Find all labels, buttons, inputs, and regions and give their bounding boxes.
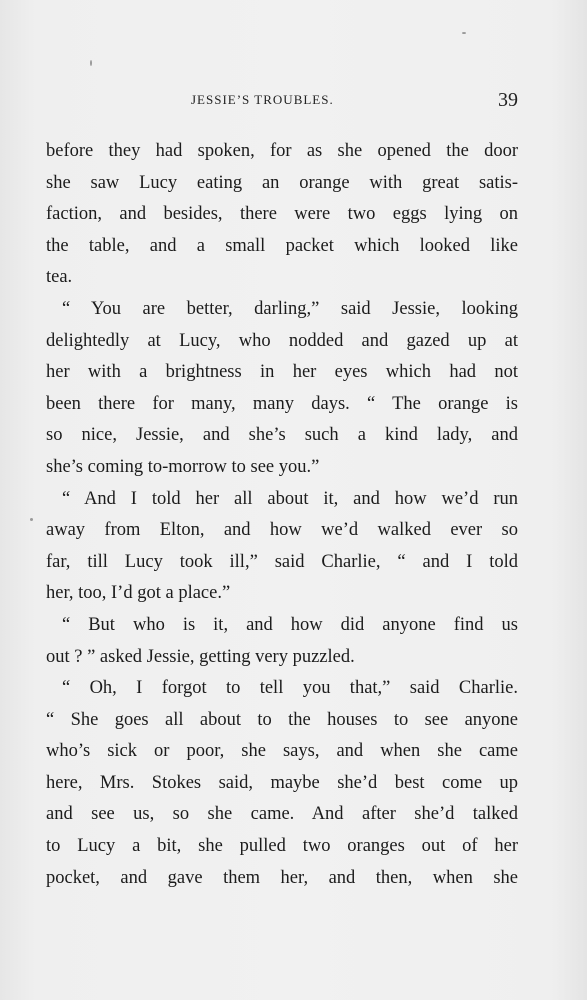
text-line: so nice, Jessie, and she’s such a kind lady, and [46, 425, 518, 446]
text-line: her, too, I’d got a place.” [46, 583, 231, 604]
text-line: far, till Lucy took ill,” said Charlie, “ and I told [46, 551, 518, 572]
text-line: who’s sick or poor, she says, and when she came [46, 741, 518, 762]
text-line: “ She goes all about to the houses to see anyone [46, 709, 518, 730]
text-line: pocket, and gave them her, and then, when she [46, 867, 518, 888]
body-text [46, 136, 518, 894]
text-line: her with a brightness in her eyes which had not [46, 362, 518, 383]
text-line: “ But who is it, and how did anyone find us [62, 614, 518, 635]
paper-speck [30, 518, 33, 521]
text-line: here, Mrs. Stokes said, maybe she’d best come up [46, 772, 518, 793]
text-line: “ Oh, I forgot to tell you that,” said Charlie. [62, 678, 518, 699]
text-line: she saw Lucy eating an orange with great satis- [46, 172, 518, 193]
running-head: JESSIE’S TROUBLES. [191, 92, 334, 107]
text-line: before they had spoken, for as she opened the door [46, 141, 518, 161]
text-line: she’s coming to-morrow to see you.” [46, 456, 320, 477]
paper-speck [90, 60, 92, 66]
text-line: out ? ” asked Jessie, getting very puzzled. [46, 646, 355, 667]
page-header [46, 89, 518, 116]
text-line: delightedly at Lucy, who nodded and gazed up at [46, 330, 518, 351]
text-line: to Lucy a bit, she pulled two oranges out of her [46, 836, 518, 857]
text-line: faction, and besides, there were two eggs lying on [46, 204, 518, 225]
page-number: 39 [498, 89, 518, 111]
paper-speck [462, 32, 466, 34]
text-line: tea. [46, 267, 73, 288]
text-line: the table, and a small packet which looked like [46, 235, 518, 256]
text-line: and see us, so she came. And after she’d talked [46, 804, 518, 825]
text-line: “ You are better, darling,” said Jessie, looking [62, 298, 518, 319]
text-line: away from Elton, and how we’d walked ever so [46, 520, 518, 541]
text-line: “ And I told her all about it, and how we’d run [62, 488, 518, 509]
text-line: been there for many, many days. “ The orange is [46, 393, 518, 414]
